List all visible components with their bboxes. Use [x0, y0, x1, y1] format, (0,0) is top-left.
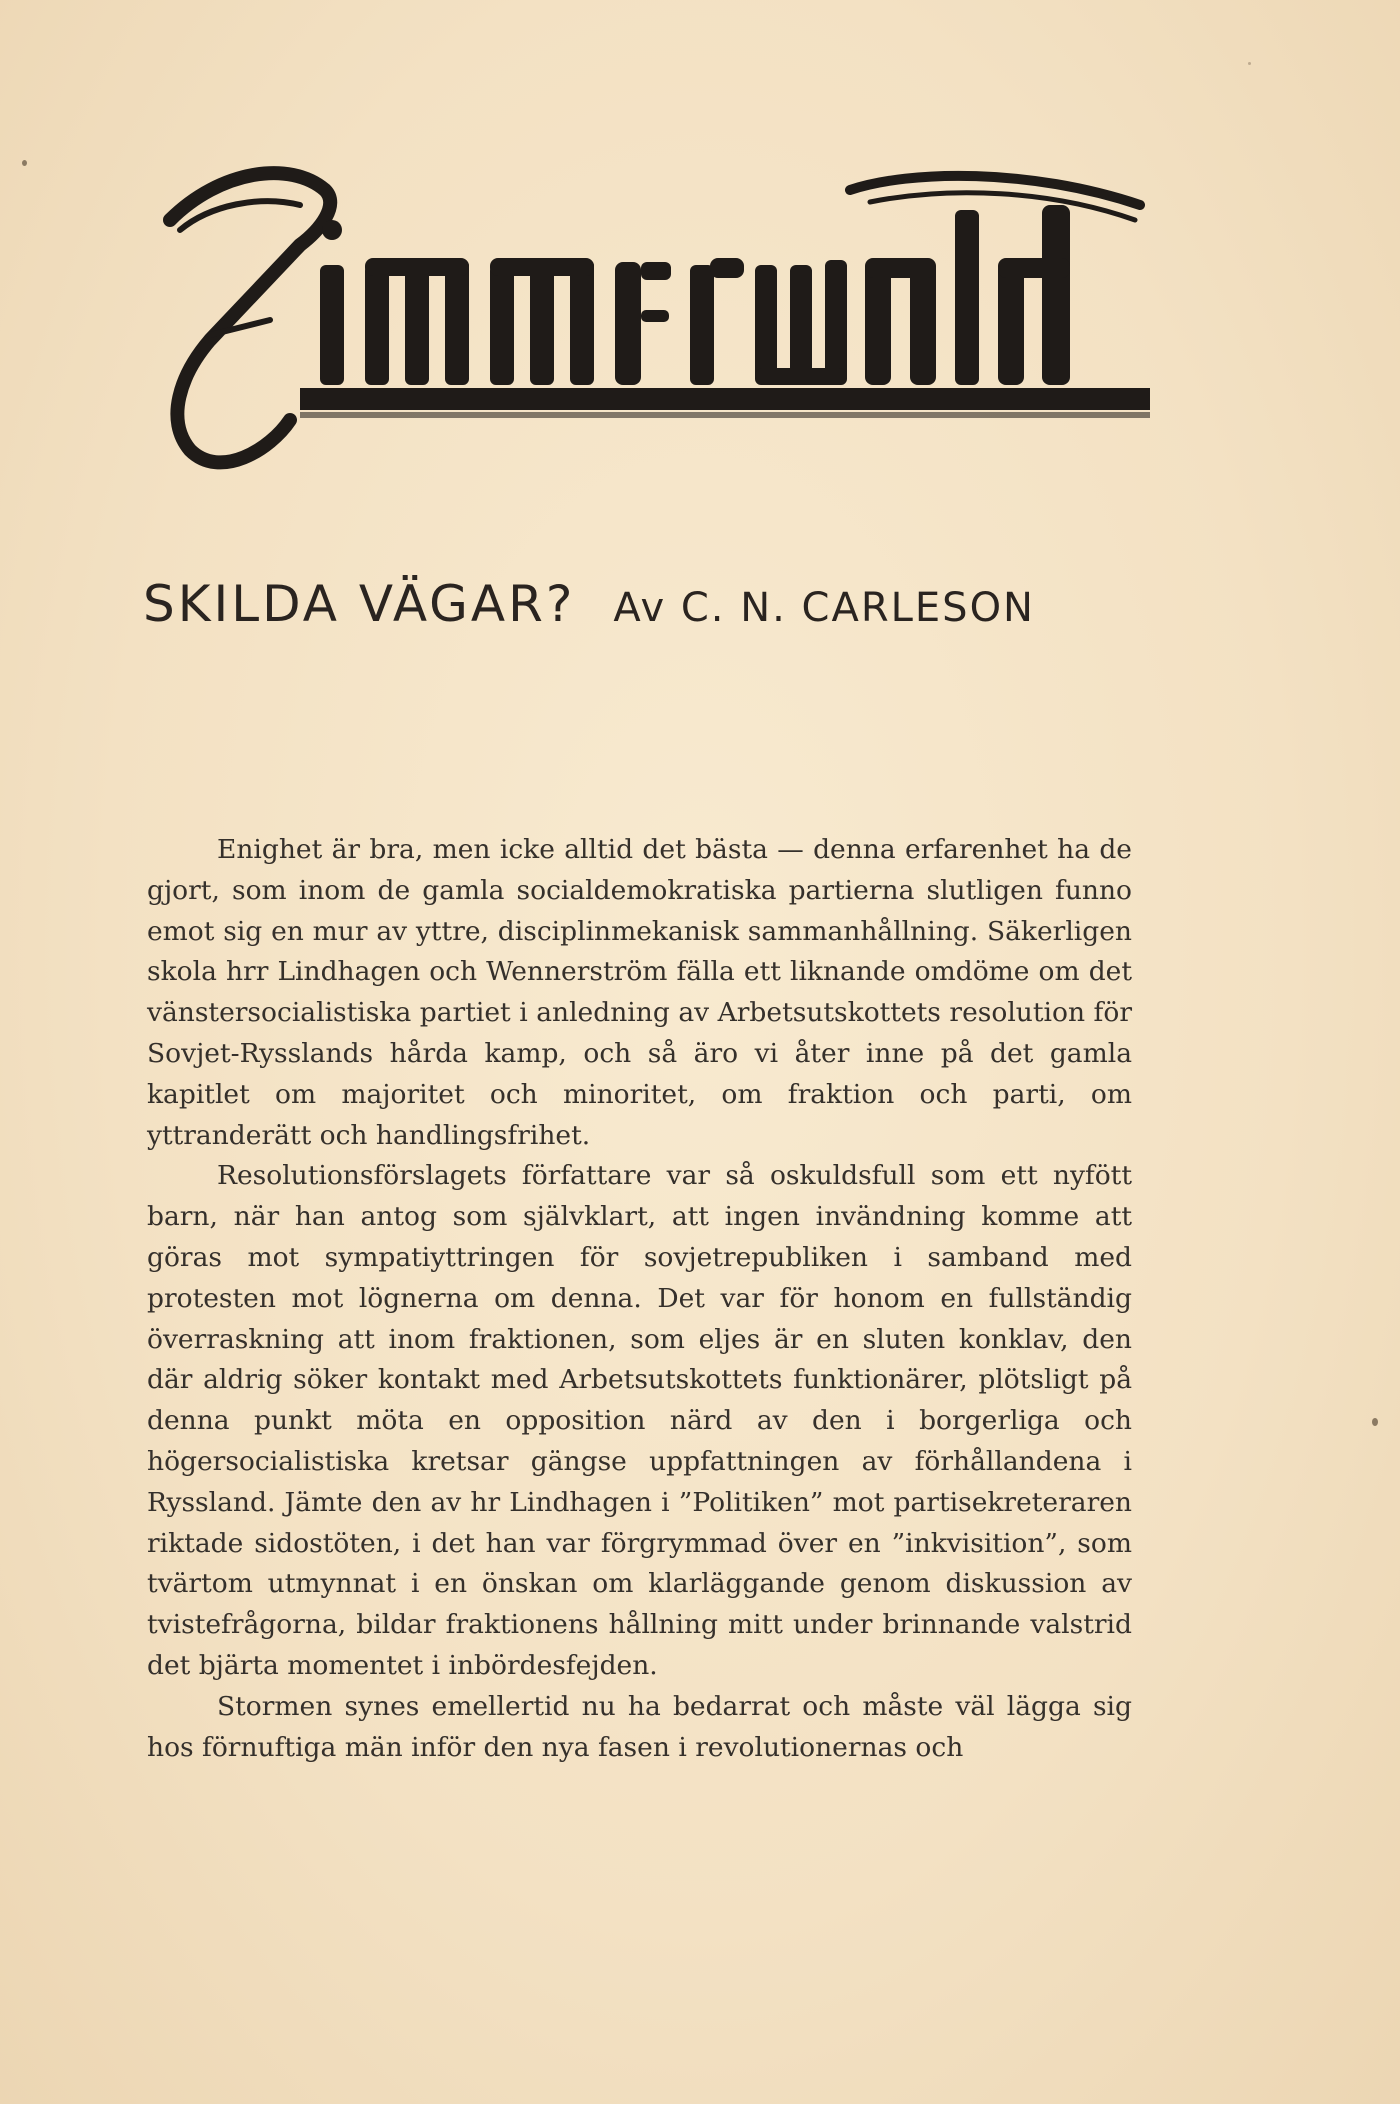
article-paragraph-2: Resolutionsförslagets författare var så oskuldsfull som ett nyfött barn, när han antog som självklart, att ingen invändning komme att göras mot sympatiyttringen för sovjetrepubliken i samband med protesten mot lögnerna om denna. Det var för honom en fullständig överraskning att inom fraktionen, som eljes är en sluten konklav, den där aldrig söker kontakt med Arbetsutskottets funktionärer, plötsligt på denna punkt möta en opposition närd av den i borgerliga och högersocialistiska kretsar gängse uppfattningen av förhållandena i Ryssland. Jämte den av hr Lindhagen i ”Politiken” mot partisekreteraren riktade sidostöten, i det han var förgrymmad över en ”inkvisition”, som tvärtom utmynnat i en önskan om klarläggande genom diskussion av tvistefrågorna, bildar fraktionens hållning mitt under brinnande valstrid det bjärta momentet i inbördesfejden.	[147, 1160, 1132, 1681]
paper-speck	[22, 160, 27, 166]
article-headline	[143, 575, 1143, 655]
article-paragraph-1: Enighet är bra, men icke alltid det bästa — denna erfarenhet ha de gjort, som inom de gamla socialdemokratiska partierna slutligen funno emot sig en mur av yttre, disciplinmekanisk sammanhållning. Säkerligen skola hrr Lindhagen och Wennerström fälla ett liknande omdöme om det vänstersocialistiska partiet i anledning av Arbetsutskottets resolution för Sovjet-Rysslands hårda kamp, och så äro vi åter inne på det gamla kapitlet om majoritet och minoritet, om fraktion och parti, om yttranderätt och handlingsfrihet.	[147, 834, 1132, 1151]
paper-speck	[1372, 1418, 1378, 1426]
masthead-logo	[150, 150, 1160, 490]
article-byline: Av C. N. CARLESON	[613, 585, 1035, 631]
article-title: SKILDA VÄGAR?	[143, 575, 576, 633]
article-body	[147, 830, 1132, 1768]
article-paragraph-3: Stormen synes emellertid nu ha bedarrat och måste väl lägga sig hos förnuftiga män inför den nya fasen i revolutionernas och	[147, 1690, 1132, 1763]
paper-speck	[1248, 62, 1251, 65]
zimmerwald-logo-icon	[150, 150, 1160, 490]
